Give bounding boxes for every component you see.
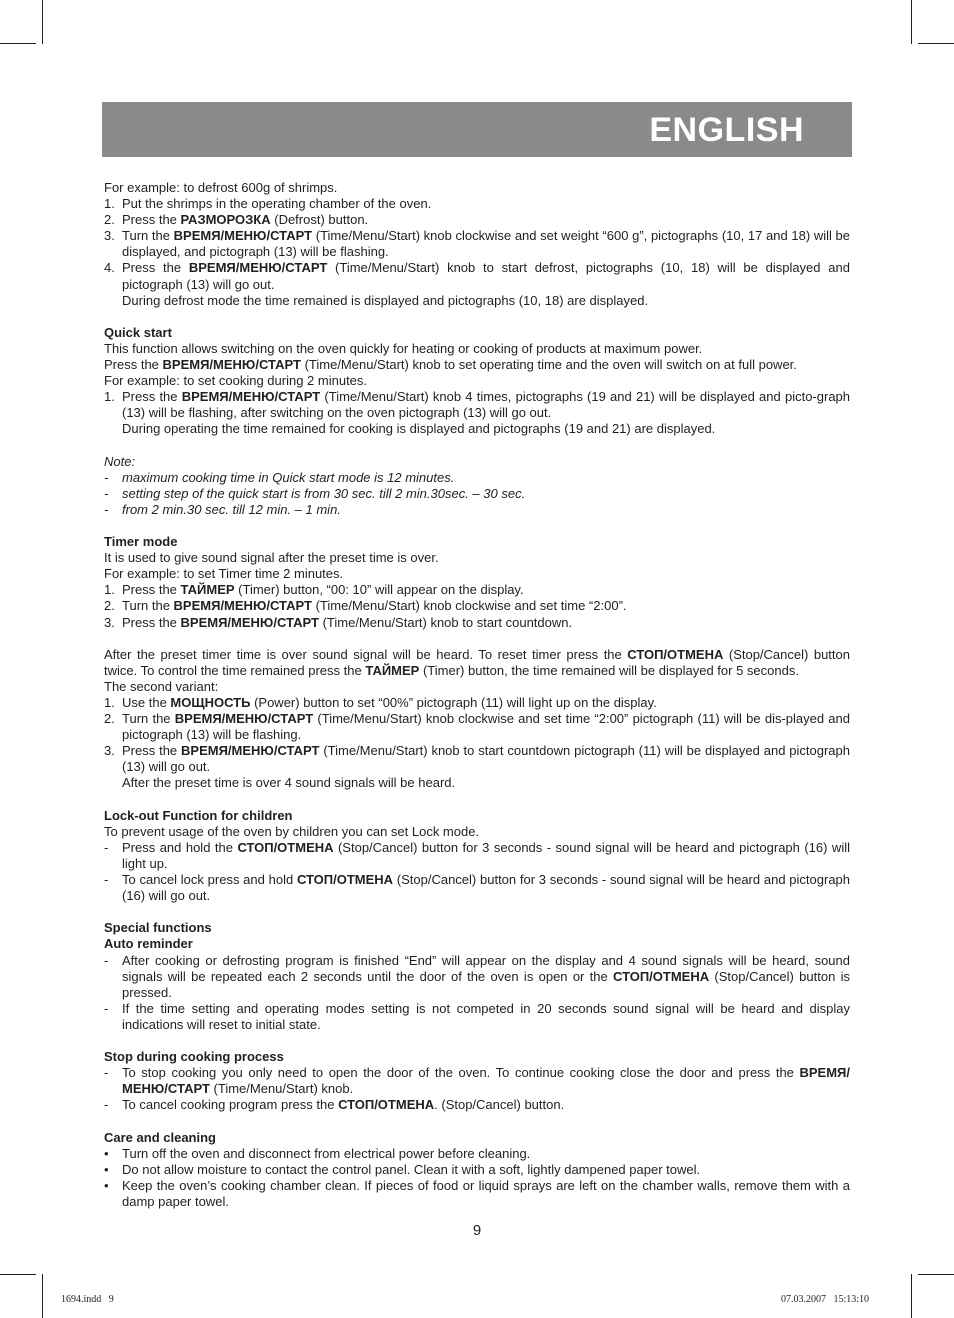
footer-timestamp: 07.03.2007 15:13:10 [781,1294,870,1305]
list-item: - After cooking or defrosting program is finished “End” will appear on the display and 4 sound signals will be heard, sound signals will be repeated each 2 seconds until the door of the oven is open or the СТОП/ОТМЕНА (Stop/Cancel) button is pressed. [104,952,850,1000]
paragraph: During operating the time remained for cooking is displayed and pictographs (19 and 21) are displayed. [122,421,716,437]
note-label: Note: [104,453,136,469]
list-item: • Turn off the oven and disconnect from electrical power before cleaning. [104,1145,531,1161]
language-banner [102,102,852,157]
section-heading: Lock-out Function for children [104,807,293,823]
crop-mark [911,0,912,44]
crop-mark [918,43,954,44]
list-item: - from 2 min.30 sec. till 12 min. – 1 min. [104,501,341,517]
list-item: 1. Press the ТАЙМЕР (Timer) button, “00: 10” will appear on the display. [104,582,524,598]
list-item: • Keep the oven’s cooking chamber clean. If pieces of food or liquid sprays are left on the chamber walls, remove them with a damp paper towel. [104,1177,850,1209]
list-item: 2. Turn the ВРЕМЯ/МЕНЮ/СТАРТ (Time/Menu/Start) knob clockwise and set time “2:00”. [104,598,627,614]
list-item: 2. Press the РАЗМОРОЗКА (Defrost) button. [104,212,369,228]
list-item: - To cancel cooking program press the СТОП/ОТМЕНА. (Stop/Cancel) button. [104,1097,565,1113]
defrost-note: During defrost mode the time remained is displayed and pictographs (10, 18) are displayed. [122,292,649,308]
page-number: 9 [472,1222,482,1239]
section-heading: Care and cleaning [104,1129,216,1145]
list-item: 1. Put the shrimps in the operating chamber of the oven. [104,196,432,212]
list-item: - If the time setting and operating modes setting is not competed in 20 seconds sound signal will be heard and display indications will reset to initial state. [104,1000,850,1032]
list-item: 3. Press the ВРЕМЯ/МЕНЮ/СТАРТ (Time/Menu/Start) knob to start countdown pictograph (11) will be displayed and pictograph (13) will go out. [104,743,850,775]
crop-mark [0,43,36,44]
manual-text [104,180,850,1210]
list-item: 2. Turn the ВРЕМЯ/МЕНЮ/СТАРТ (Time/Menu/Start) knob clockwise and set time “2:00” pictograph (11) will be dis-played and pictograph (13) will be flashing. [104,711,850,743]
defrost-intro: For example: to defrost 600g of shrimps. [104,180,338,195]
list-item: 3. Turn the ВРЕМЯ/МЕНЮ/СТАРТ (Time/Menu/Start) knob clockwise and set weight “600 g”, pictographs (10, 17 and 18) will be displayed, and pictograph (13) will be flashing. [104,228,850,260]
section-heading: Timer mode [104,534,178,550]
bullet-icon: • [104,1177,109,1193]
paragraph: It is used to give sound signal after the preset time is over. [104,550,439,566]
list-item: - To cancel lock press and hold СТОП/ОТМЕНА (Stop/Cancel) button for 3 seconds - sound signal will be heard and pictograph (16) will go out. [104,872,851,904]
section-heading: Special functions [104,920,212,936]
list-item: 1. Press the ВРЕМЯ/МЕНЮ/СТАРТ (Time/Menu/Start) knob 4 times, pictographs (19 and 21) will be displayed and picto-graph (13) will be flashing, after switching on the oven pictograph (13) will go out. [104,389,851,421]
list-item: - Press and hold the СТОП/ОТМЕНА (Stop/Cancel) button for 3 seconds - sound signal will be heard and pictograph (16) will light up. [104,839,850,871]
list-item: • Do not allow moisture to contact the control panel. Clean it with a soft, lightly dampened paper towel. [104,1161,701,1177]
paragraph: This function allows switching on the oven quickly for heating or cooking of products at maximum power. [104,340,703,356]
paragraph: After the preset timer time is over sound signal will be heard. To reset timer press the СТОП/ОТМЕНА (Stop/Cancel) button twice. To control the time remained press the ТАЙМЕР (Timer) button, the time remained will be displayed for 5 seconds. [104,646,850,678]
list-item: 3. Press the ВРЕМЯ/МЕНЮ/СТАРТ (Time/Menu/Start) knob to start countdown. [104,614,573,630]
list-item: 4. Press the ВРЕМЯ/МЕНЮ/СТАРТ (Time/Menu/Start) knob to start defrost, pictographs (10, 18) will be displayed and pictograph (13) will go out. [104,260,850,292]
footer-file: 1694.indd 9 [61,1294,114,1305]
list-item: - setting step of the quick start is from 30 sec. till 2 min.30sec. – 30 sec. [104,485,526,501]
page-title: ENGLISH [649,111,804,149]
paragraph: The second variant: [104,678,219,694]
section-heading: Quick start [104,324,172,340]
paragraph: For example: to set Timer time 2 minutes. [104,566,344,582]
crop-mark [0,1274,36,1275]
crop-mark [918,1274,954,1275]
sub-heading: Auto reminder [104,936,193,952]
section-heading: Stop during cooking process [104,1049,284,1065]
list-item: 1. Use the МОЩНОСТЬ (Power) button to set “00%” pictograph (11) will light up on the display. [104,695,657,710]
list-item: - maximum cooking time in Quick start mode is 12 minutes. [104,469,455,485]
bullet-icon: • [104,1145,109,1161]
paragraph: After the preset time is over 4 sound signals will be heard. [122,775,456,791]
crop-mark [42,0,43,44]
list-item: - To stop cooking you only need to open the door of the oven. To continue cooking close the door and press the ВРЕМЯ/ МЕНЮ/СТАРТ (Time/Menu/Start) knob. [104,1065,850,1097]
bullet-icon: • [104,1161,109,1177]
paragraph: To prevent usage of the oven by children you can set Lock mode. [104,823,480,839]
crop-mark [911,1274,912,1318]
crop-mark [42,1274,43,1318]
paragraph: Press the ВРЕМЯ/МЕНЮ/СТАРТ (Time/Menu/Start) knob to set operating time and the oven will switch on at full power. [104,357,797,373]
paragraph: For example: to set cooking during 2 minutes. [104,373,368,389]
